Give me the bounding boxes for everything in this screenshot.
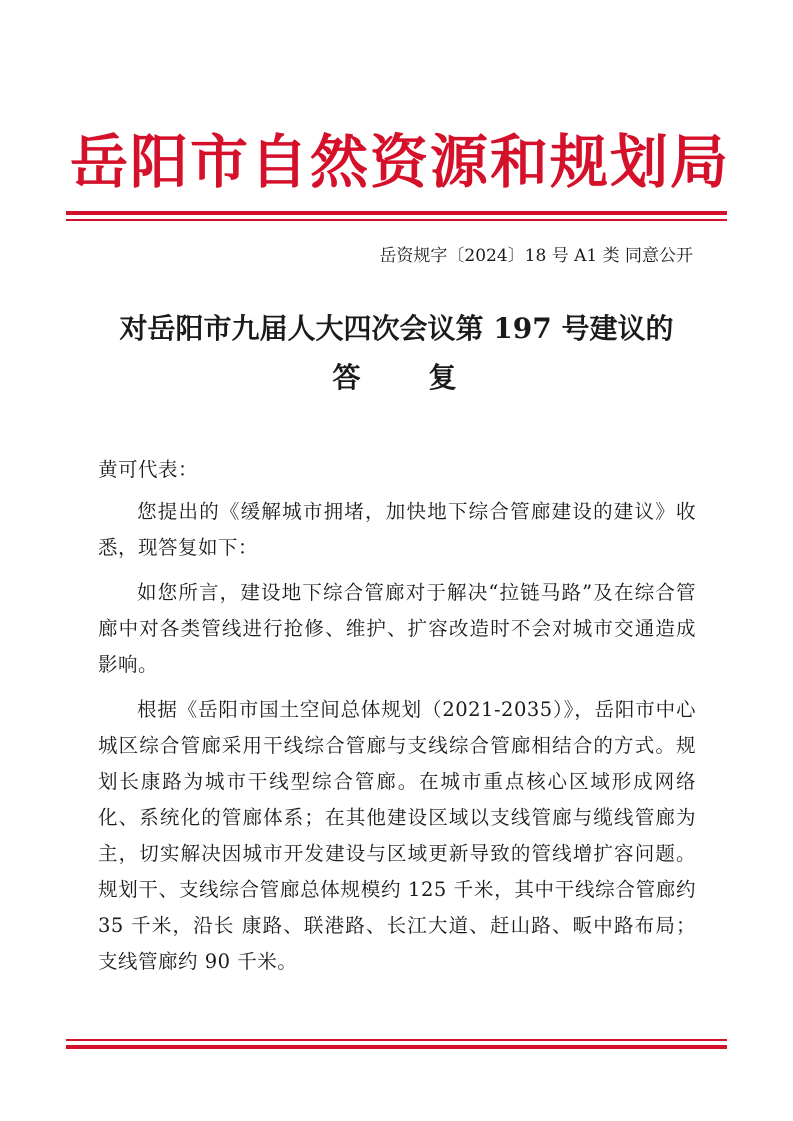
- body-paragraph: 您提出的《缓解城市拥堵，加快地下综合管廊建设的建议》收悉，现答复如下：: [98, 500, 696, 559]
- header-divider-thin: [66, 219, 727, 221]
- document-number: 岳资规字〔2024〕18 号 A1 类 同意公开: [379, 246, 693, 266]
- footer-divider-thin: [66, 1039, 727, 1041]
- body-paragraph: 如您所言，建设地下综合管廊对于解决“拉链马路”及在综合管廊中对各类管线进行抢修、维护、扩容改造时不会对城市交通造成影响。: [98, 581, 696, 676]
- document-body: [98, 452, 696, 989]
- salutation: 黄可代表：: [98, 458, 199, 481]
- body-paragraph: 根据《岳阳市国土空间总体规划（2021-2035）》，岳阳市中心城区综合管廊采用干线综合管廊与支线综合管廊相结合的方式。规划长康路为城市干线型综合管廊。在城市重点核心区域形成网络化、系统化的管廊体系；在其他建设区域以支线管廊与缆线管廊为主，切实解决因城市开发建设与区域更新导致的管线增扩容问题。规划干、支线综合管廊总体规模约 125 千米，其中干线综合管廊约 35 千米，沿长 康路、联港路、长江大道、赶山路、畈中路布局；支线管廊约 90 千米。: [98, 698, 696, 973]
- document-title-line1: 对岳阳市九届人大四次会议第 197 号建议的: [119, 312, 674, 345]
- issuing-authority-header: 岳阳市自然资源和规划局: [69, 128, 730, 196]
- footer-divider-thick: [66, 1045, 727, 1049]
- header-divider-thick: [66, 211, 727, 215]
- document-title-line2: 答 复: [332, 361, 461, 394]
